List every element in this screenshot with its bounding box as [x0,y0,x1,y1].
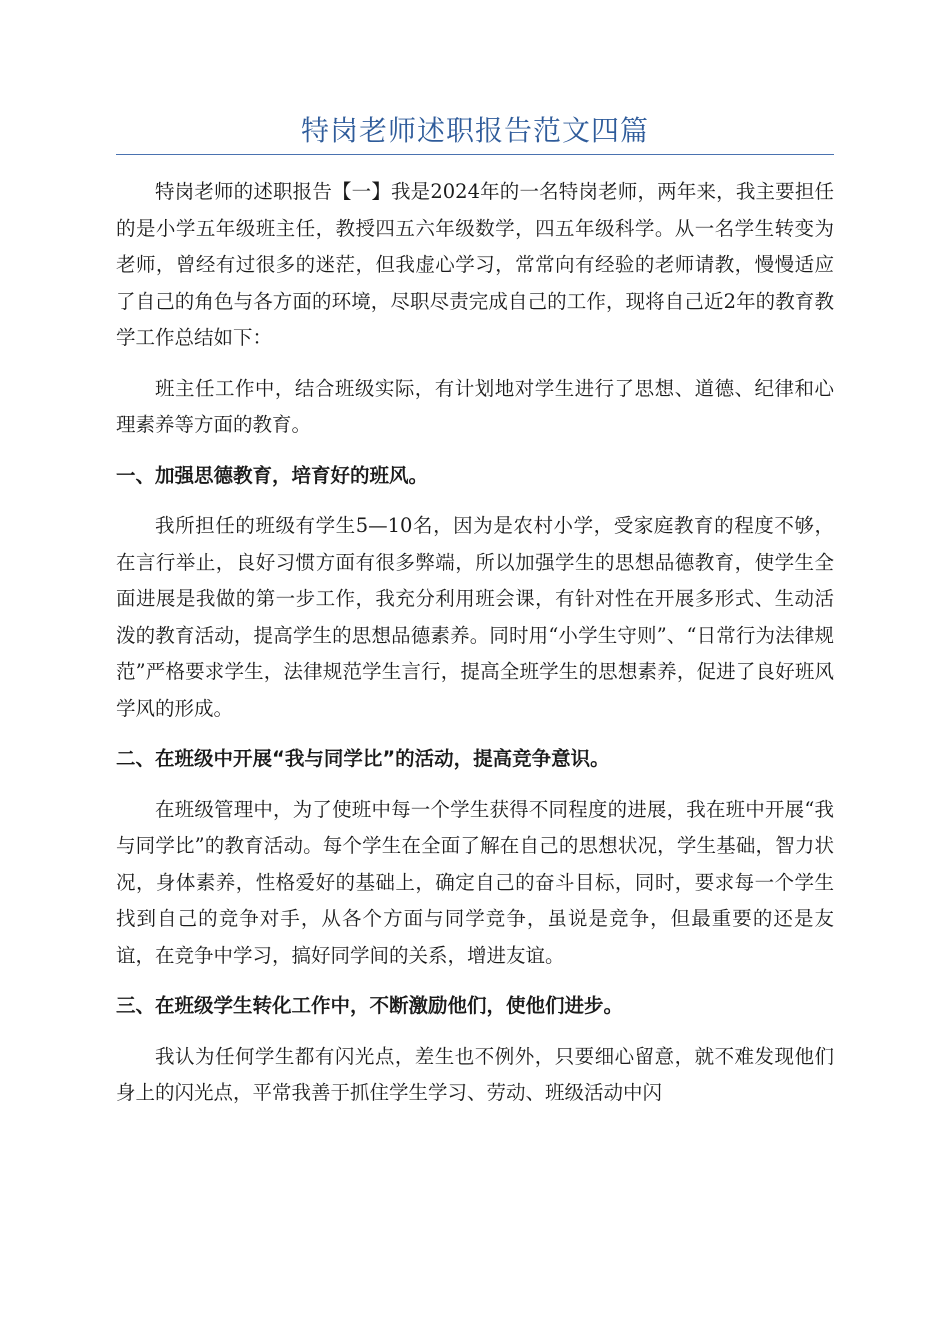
title-underline [116,154,834,155]
section-heading-1: 一、加强思德教育，培育好的班风。 [116,463,429,487]
paragraph-section-2: 在班级管理中，为了使班中每一个学生获得不同程度的进展，我在班中开展“我与同学比”的教育活动。每个学生在全面了解在自己的思想状况，学生基础，智力状况，身体素养，性格爱好的基础上，确定自己的奋斗目标，同时，要求每一个学生找到自己的竞争对手，从各个方面与同学竞争，虽说是竞争，但最重要的还是友谊，在竞争中学习，搞好同学间的关系，增进友谊。 [116,797,834,967]
section-heading-3: 三、在班级学生转化工作中，不断激励他们，使他们进步。 [116,994,624,1017]
paragraph-intro: 特岗老师的述职报告【一】我是2024年的一名特岗老师，两年来，我主要担任的是小学五年级班主任，教授四五六年级数学，四五年级科学。从一名学生转变为老师，曾经有过很多的迷茫，但我虚心学习，常常向有经验的老师请教，慢慢适应了自己的角色与各方面的环境，尽职尽责完成自己的工作，现将自己近2年的教育教学工作总结如下： [116,180,834,349]
paragraph-class-work: 班主任工作中，结合班级实际，有计划地对学生进行了思想、道德、纪律和心理素养等方面的教育。 [116,376,834,436]
section-heading-2: 二、在班级中开展“我与同学比”的活动，提高竞争意识。 [116,747,610,770]
document-body [116,174,834,1126]
paragraph-section-1: 我所担任的班级有学生5—10名，因为是农村小学，受家庭教育的程度不够，在言行举止，良好习惯方面有很多弊端，所以加强学生的思想品德教育，使学生全面进展是我做的第一步工作，我充分利用班会课，有针对性在开展多形式、生动活泼的教育活动，提高学生的思想品德素养。同时用“小学生守则”、“日常行为法律规范”严格要求学生，法律规范学生言行，提高全班学生的思想素养，促进了良好班风学风的形成。 [116,514,834,720]
paragraph-section-3: 我认为任何学生都有闪光点，差生也不例外，只要细心留意，就不难发现他们身上的闪光点，平常我善于抓住学生学习、劳动、班级活动中闪 [116,1044,834,1104]
document-title: 特岗老师述职报告范文四篇 [300,114,649,147]
